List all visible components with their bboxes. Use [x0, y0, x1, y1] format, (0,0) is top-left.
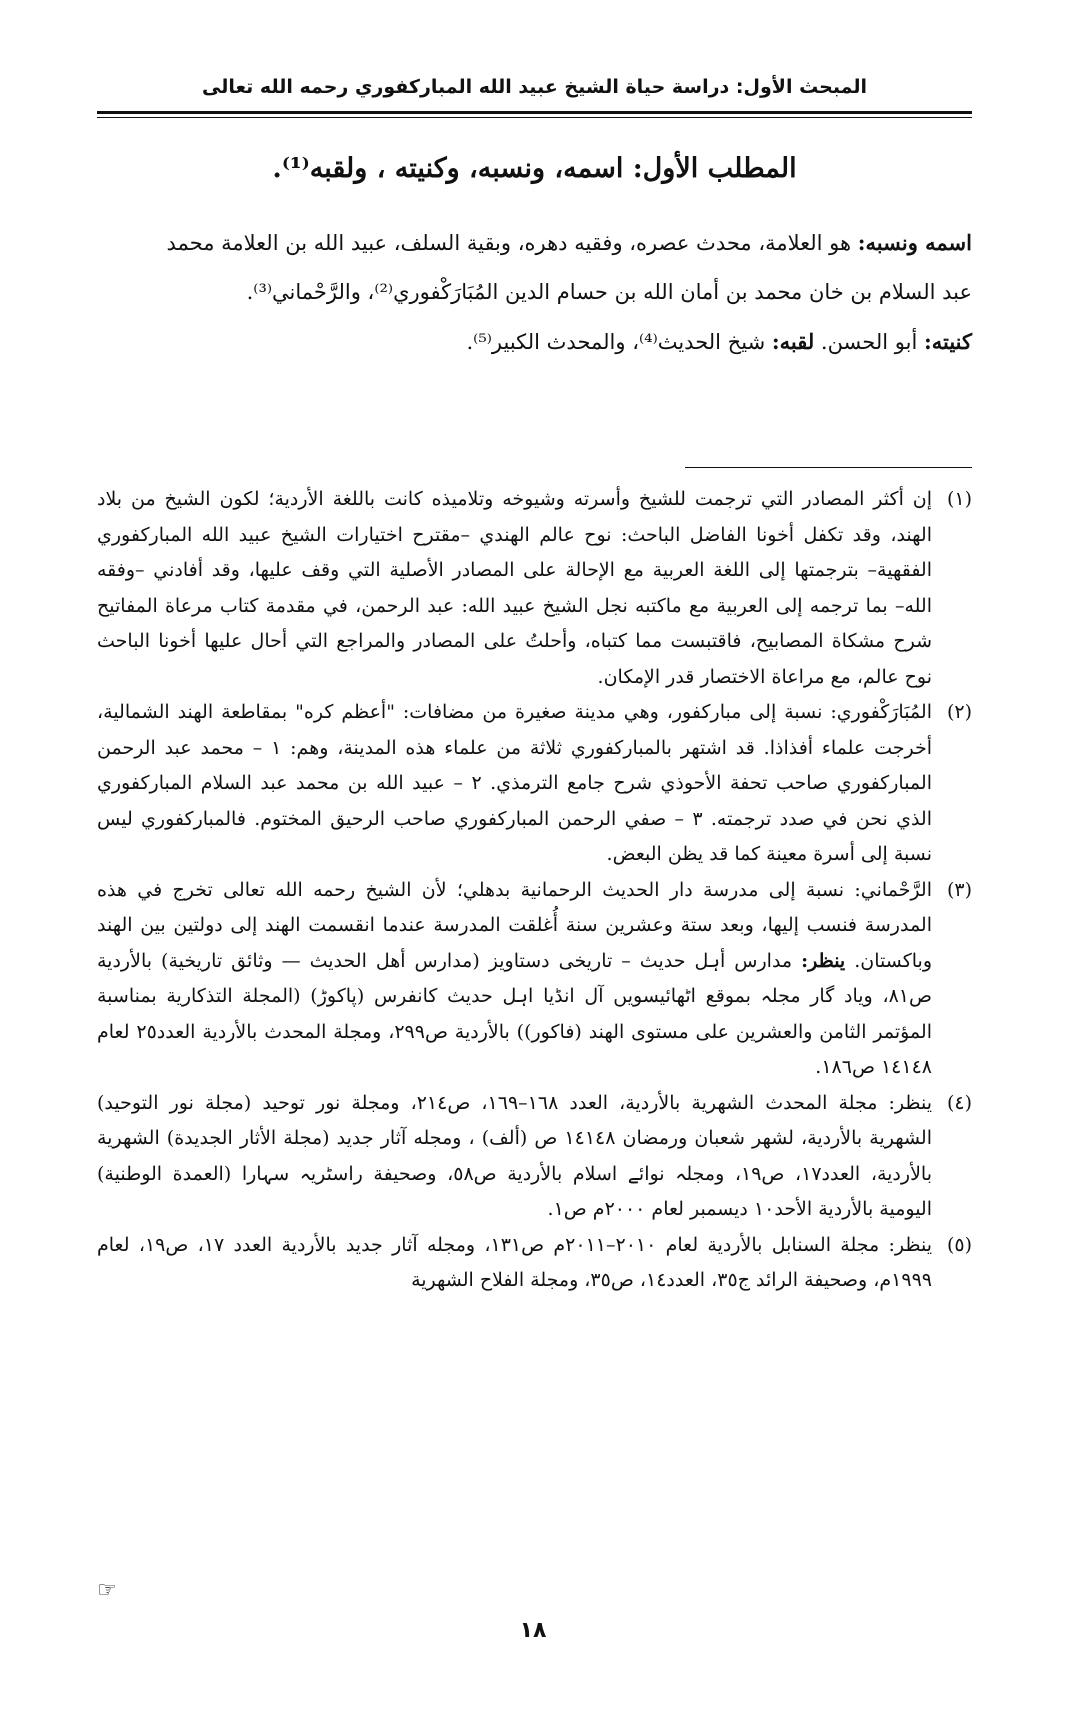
continuation-hand-icon: ☞: [97, 1578, 117, 1603]
footnote-text: ينظر: مجلة المحدث الشهرية بالأردية، العدد ١٦٨–١٦٩، ص٢١٤، ومجلة نور توحيد (مجلة نور التوحيد) الشهرية بالأردية، لشهر شعبان ورمضان ١٤١٤٨ ص (ألف) ، ومجله آثار جديد (مجلة الأثار الجديدة) الشهرية بالأردية، العدد١٧، ص١٩، ومجلہ نوائے اسلام بالأردية ص٥٨، وصحيفة راسٹریہ سہارا (العمدة الوطنية) اليومية بالأردية الأحد١٠ ديسمبر لعام ٢٠٠٠م ص١.: [97, 1091, 932, 1220]
footnotes: [97, 482, 972, 1299]
footnote-text-pre: الرَّحْماني: نسبة إلى مدرسة دار الحديث الرحمانية بدهلي؛ لأن الشيخ رحمه الله تعالى تخرج في هذه المدرسة فنسب إليها، وبعد ستة وعشرين سنة أُغلقت المدرسة عندما انقسمت الهند إلى دولتين بين الهند وباكستان.: [97, 878, 932, 972]
footnote-separator: [685, 467, 972, 468]
name-paragraph-cont: عبد السلام بن خان محمد بن أمان الله بن حسام الدين المُبَارَكْفوري⁽²⁾، والرَّحْماني⁽³⁾.: [246, 280, 972, 304]
footnote-text: [97, 873, 932, 1086]
kunya-text: أبو الحسن.: [814, 330, 924, 354]
laqab-label: لقبه:: [771, 329, 815, 354]
footnote-number: (٢): [946, 701, 972, 723]
running-header: المبحث الأول: دراسة حياة الشيخ عبيد الله المباركفوري رحمه الله تعالى: [201, 76, 868, 98]
footnote-number: (٣): [946, 878, 972, 901]
footnote-text: إن أكثر المصادر التي ترجمت للشيخ وأسرته وشيوخه وتلاميذه كانت باللغة الأردية؛ لكون الشيخ من بلاد الهند، وقد تكفل أخونا الفاضل الباحث: نوح عالم الهندي –مقترح اختيارات الشيخ عبيد الله المباركفوري الفقهية– بترجمتها إلى اللغة العربية مع الإحالة على المصادر الأصلية التي وقف عليها، وقد أفادني –وفقه الله– بما ترجمه إلى العربية مع ماكتبه نجل الشيخ عبيد الله: عبد الرحمن، في مقدمة كتاب مرعاة المفاتيح شرح مشكاة المصابيح، فاقتبست مما كتباه، وأحلتُ على المصادر والمراجع التي أحال عليها أخونا الباحث نوح عالم، مع مراعاة الاختصار قدر الإمكان.: [97, 488, 932, 688]
section-title: المطلب الأول: اسمه، ونسبه، وكنيته ، ولقبه⁽¹⁾.: [272, 153, 797, 184]
footnote-1: [97, 482, 972, 695]
footnote-ref-label: ينظر:: [801, 949, 846, 972]
name-paragraph: [97, 218, 972, 268]
footnote-number: (٤): [946, 1091, 972, 1114]
footnote-2: [97, 695, 972, 873]
name-text-1: هو العلامة، محدث عصره، وفقيه دهره، وبقية السلف، عبيد الله بن العلامة محمد: [166, 231, 858, 255]
footnote-number: (١): [946, 488, 972, 510]
header-rule-thin: [97, 117, 972, 118]
name-label: اسمه ونسبه:: [857, 230, 972, 255]
footnote-text: ينظر: مجلة السنابل بالأردية لعام ٢٠١٠–٢٠١١م ص١٣١، ومجله آثار جديد بالأردية العدد ١٧، ص١٩، لعام ١٩٩٩م، وصحيفة الرائد ج٣٥، العدد١٤، ص٣٥، ومجلة الفلاح الشهرية: [97, 1233, 932, 1291]
page-number: ١٨: [519, 1618, 547, 1643]
footnote-text-post: مدارس أہل حدیث – تاریخی دستاویز (مدارس أهل الحديث — وثائق تاريخية) بالأردية ص٨١، ویاد گار مجلہ بموقع اٹھائیسویں آل انڈیا اہل حدیث کانفرس (پاکوڑ) (المجلة التذكارية بمناسبة المؤتمر الثامن والعشرين على مستوى الهند (فاكور)) بالأردية ص٢٩٩، ومجلة المحدث بالأردية العدد٢٥ لعام ١٤١٤٨ ص١٨٦.: [97, 949, 932, 1078]
main-text: [97, 218, 972, 367]
laqab-text: شيخ الحديث⁽⁴⁾، والمحدث الكبير⁽⁵⁾.: [466, 330, 772, 354]
kunya-paragraph: [97, 317, 972, 367]
footnote-3: [97, 873, 972, 1086]
footnote-number: (٥): [946, 1233, 972, 1256]
footnote-4: [97, 1086, 972, 1228]
footnote-5: [97, 1228, 972, 1299]
header-rule-thick: [97, 111, 972, 114]
footnote-text: المُبَارَكْفوري: نسبة إلى مباركفور، وهي مدينة صغيرة من مضافات: "أعظم كره" بمقاطعة الهند الشمالية، أخرجت علماء أفذاذا. قد اشتهر بالمباركفوري ثلاثة من علماء هذه المدينة، وهم: ١ – محمد عبد الرحمن المباركفوري صاحب تحفة الأحوذي شرح جامع الترمذي. ٢ – عبيد الله بن محمد عبد السلام المباركفوري الذي نحن في صدد ترجمته. ٣ – صفي الرحمن المباركفوري صاحب الرحيق المختوم. فالمباركفوري ليس نسبة إلى أسرة معينة كما قد يظن البعض.: [97, 701, 932, 865]
kunya-label: كنيته:: [923, 329, 972, 354]
